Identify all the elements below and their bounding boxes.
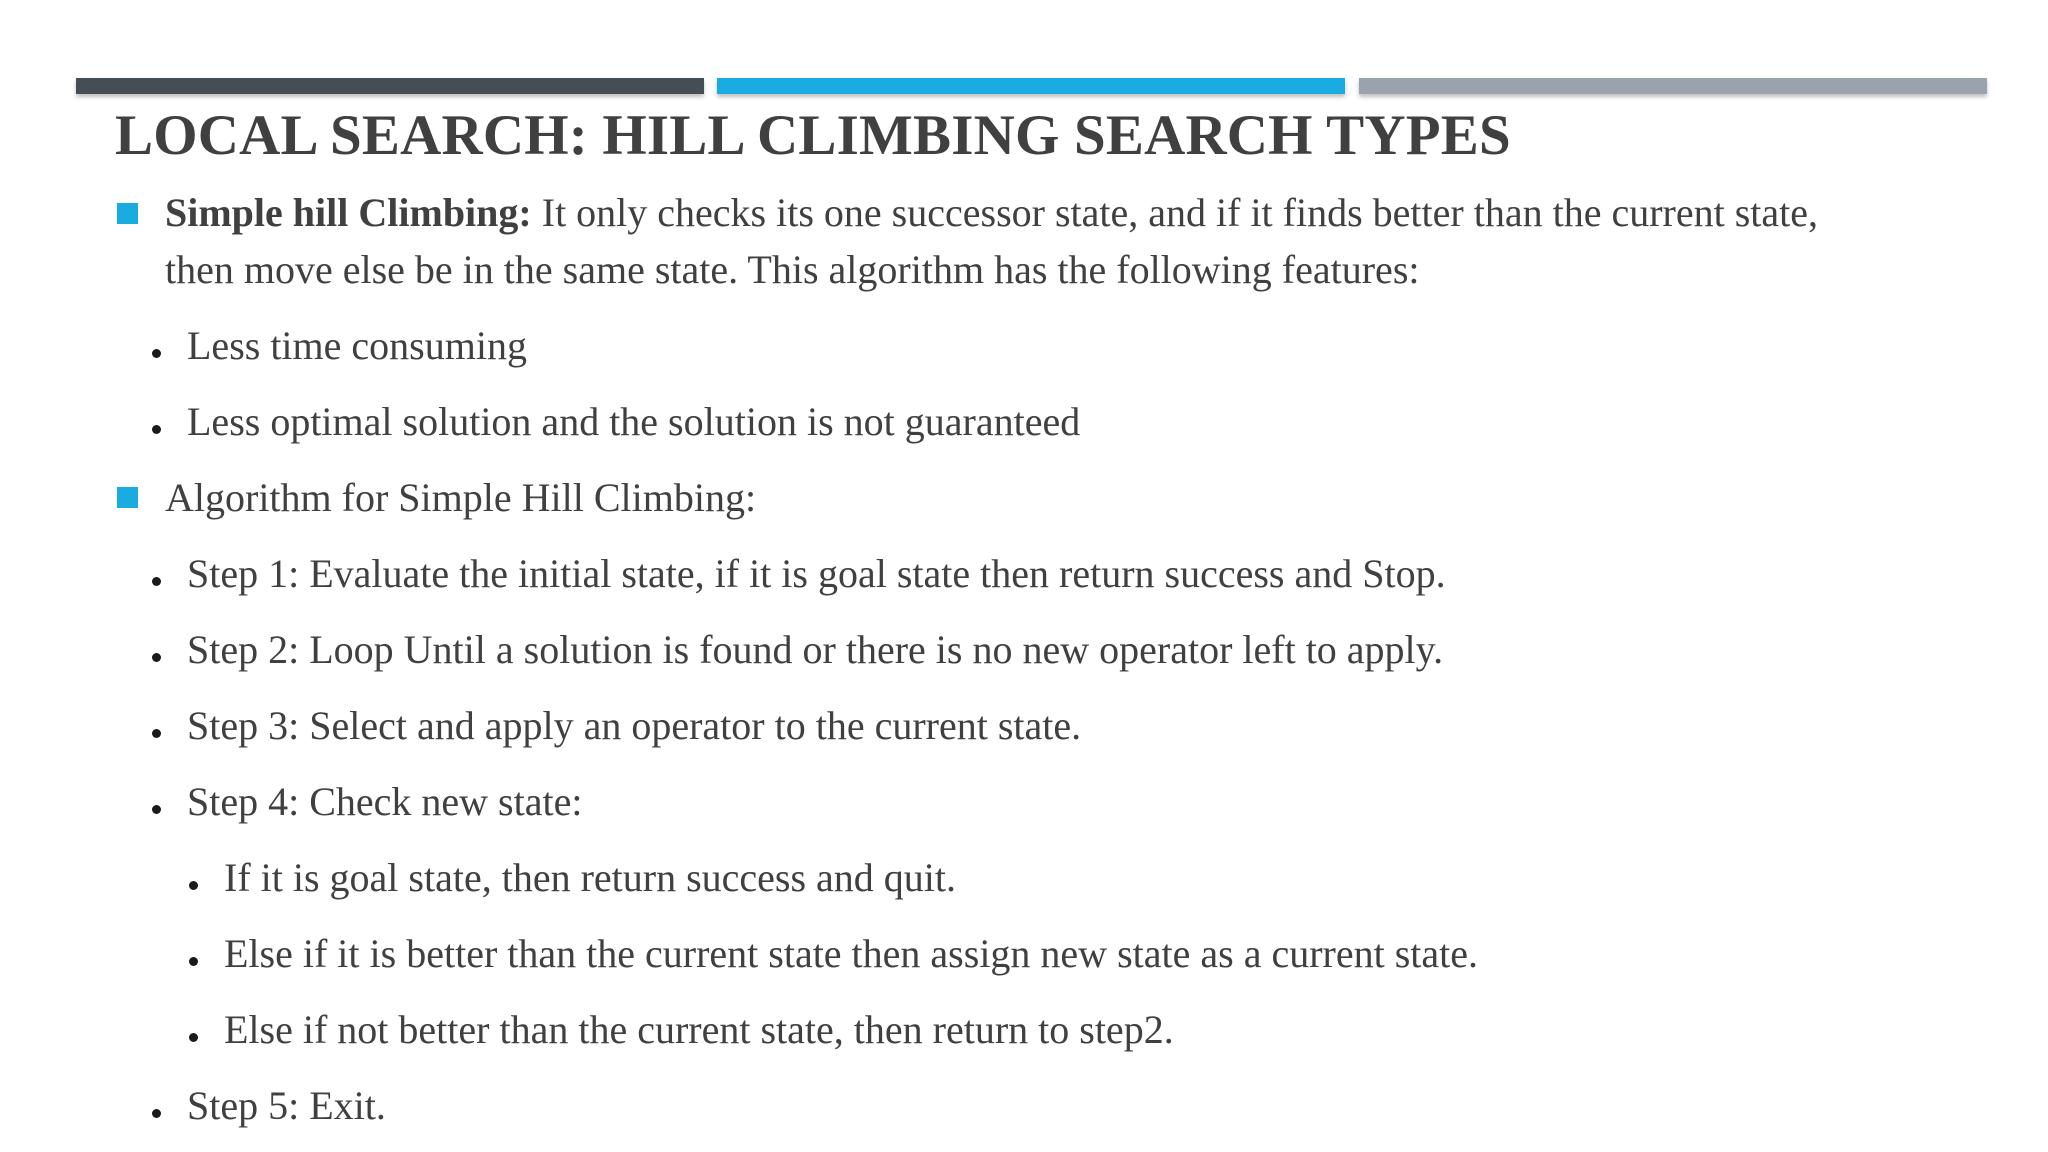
square-bullet-icon xyxy=(117,487,138,508)
dot-bullet-icon xyxy=(189,881,198,890)
substep-item: Else if not better than the current state, then return to step2. xyxy=(224,1007,1174,1052)
slide-title: LOCAL SEARCH: HILL CLIMBING SEARCH TYPES xyxy=(115,104,1511,167)
dot-bullet-icon xyxy=(189,1033,198,1042)
substep-item: Else if it is better than the current state then assign new state as a current state. xyxy=(224,931,1479,976)
dot-bullet-icon xyxy=(152,577,161,586)
section1-lead-rest: It only checks its one successor state, and if it finds better than the current state, xyxy=(531,190,1819,235)
dot-bullet-icon xyxy=(152,1109,161,1118)
section1-lead-line xyxy=(165,189,1818,237)
step-item: Step 1: Evaluate the initial state, if it is goal state then return success and Stop. xyxy=(187,551,1446,596)
dot-bullet-icon xyxy=(152,425,161,434)
step-item: Step 3: Select and apply an operator to the current state. xyxy=(187,703,1082,748)
dot-bullet-icon xyxy=(152,653,161,662)
final-step-item: Step 5: Exit. xyxy=(187,1083,386,1128)
dot-bullet-icon xyxy=(152,349,161,358)
dot-bullet-icon xyxy=(152,729,161,738)
section1-continuation: then move else be in the same state. This algorithm has the following features: xyxy=(165,247,1420,292)
section1-lead-bold: Simple hill Climbing: xyxy=(165,190,532,235)
section2-heading: Algorithm for Simple Hill Climbing: xyxy=(165,475,757,520)
substep-item: If it is goal state, then return success and quit. xyxy=(224,855,957,900)
feature-item: Less optimal solution and the solution is not guaranteed xyxy=(187,399,1081,444)
dot-bullet-icon xyxy=(152,805,161,814)
step-item: Step 2: Loop Until a solution is found or there is no new operator left to apply. xyxy=(187,627,1444,672)
dot-bullet-icon xyxy=(189,957,198,966)
feature-item: Less time consuming xyxy=(187,323,527,368)
step-item: Step 4: Check new state: xyxy=(187,779,583,824)
square-bullet-icon xyxy=(117,203,138,224)
